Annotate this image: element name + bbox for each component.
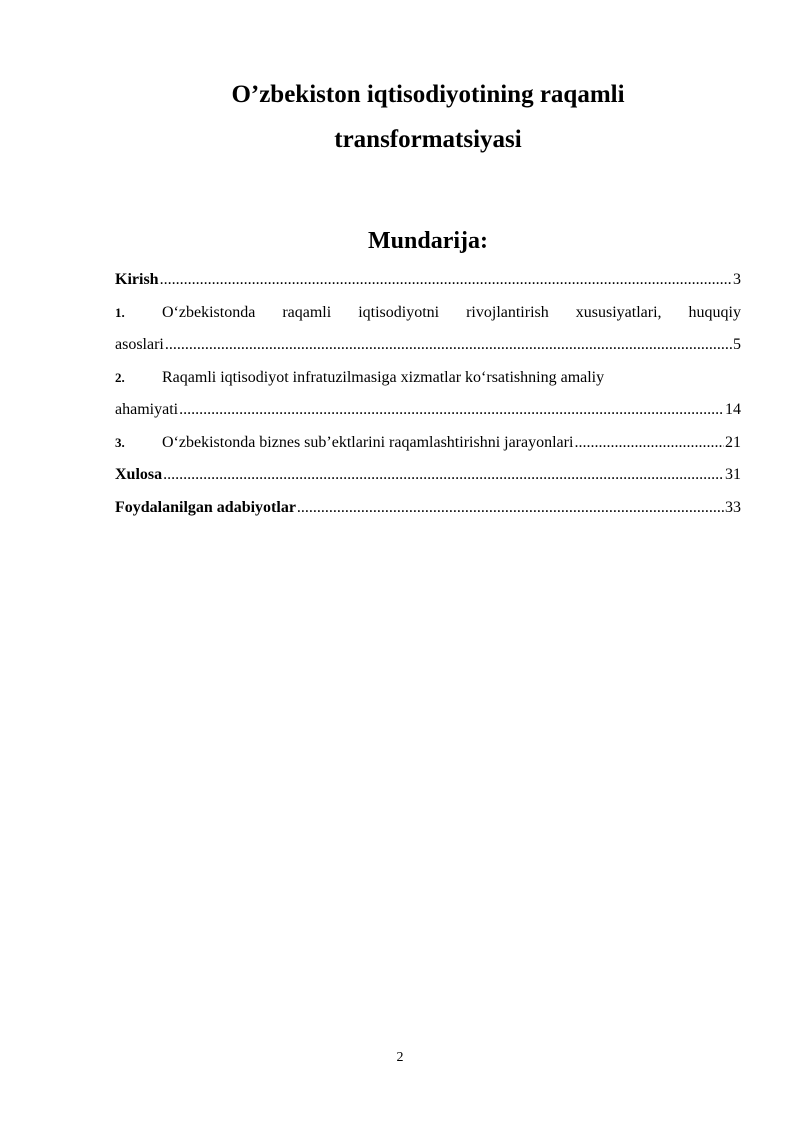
toc-entry-kirish[interactable] <box>115 264 741 297</box>
title-line-2: transformatsiyasi <box>334 126 522 153</box>
dot-leader <box>179 394 724 427</box>
toc-entry-1-line-2[interactable] <box>115 329 741 362</box>
toc-word: iqtisodiyotni <box>358 303 440 321</box>
toc-entry-label: O‘zbekistonda biznes sub’ektlarini raqamlashtirishni jarayonlari <box>162 433 574 451</box>
toc-page-number: 14 <box>725 401 741 418</box>
toc-heading: Mundarija: <box>368 228 488 254</box>
toc-word: huquqiy <box>688 303 741 321</box>
toc-word: xususiyatlari, <box>575 303 662 321</box>
toc-word: raqamli <box>282 303 332 321</box>
toc-entry-xulosa[interactable] <box>115 459 741 492</box>
toc-entry-number: 1. <box>115 304 125 320</box>
toc-page-number: 3 <box>733 271 741 288</box>
dot-leader <box>574 427 724 460</box>
toc-word: rivojlantirish <box>466 303 549 321</box>
toc-page-number: 21 <box>725 433 741 451</box>
toc-entry-label: ahamiyati <box>115 401 179 418</box>
toc-page-number: 5 <box>733 336 741 353</box>
dot-leader <box>297 492 724 525</box>
toc-entry-label: asoslari <box>115 336 164 353</box>
toc-entry-number: 3. <box>115 434 125 450</box>
dot-leader <box>160 264 732 297</box>
toc-entry-label: Kirish <box>115 271 159 288</box>
toc-entry-adabiyotlar[interactable] <box>115 492 741 525</box>
table-of-contents <box>115 264 741 524</box>
toc-page-number: 33 <box>725 498 741 516</box>
title-line-1: O’zbekiston iqtisodiyotining raqamli <box>231 81 625 108</box>
toc-entry-label: Xulosa <box>115 466 163 483</box>
toc-entry-1-text <box>162 297 741 330</box>
toc-entry-3[interactable] <box>115 427 741 460</box>
toc-entry-number: 2. <box>115 369 125 385</box>
dot-leader <box>165 329 732 362</box>
toc-page-number: 31 <box>725 466 741 483</box>
toc-entry-2-line-1[interactable] <box>115 362 741 395</box>
toc-entry-label: Foydalanilgan adabiyotlar <box>115 498 296 516</box>
toc-entry-2-line-2[interactable] <box>115 394 741 427</box>
toc-entry-1-line-1[interactable] <box>115 297 741 330</box>
toc-entry-label: Raqamli iqtisodiyot infratuzilmasiga xizmatlar ko‘rsatishning amaliy <box>162 368 605 386</box>
toc-word: O‘zbekistonda <box>162 303 256 321</box>
page-number: 2 <box>396 1050 404 1065</box>
document-title <box>115 72 741 162</box>
dot-leader <box>163 459 724 492</box>
